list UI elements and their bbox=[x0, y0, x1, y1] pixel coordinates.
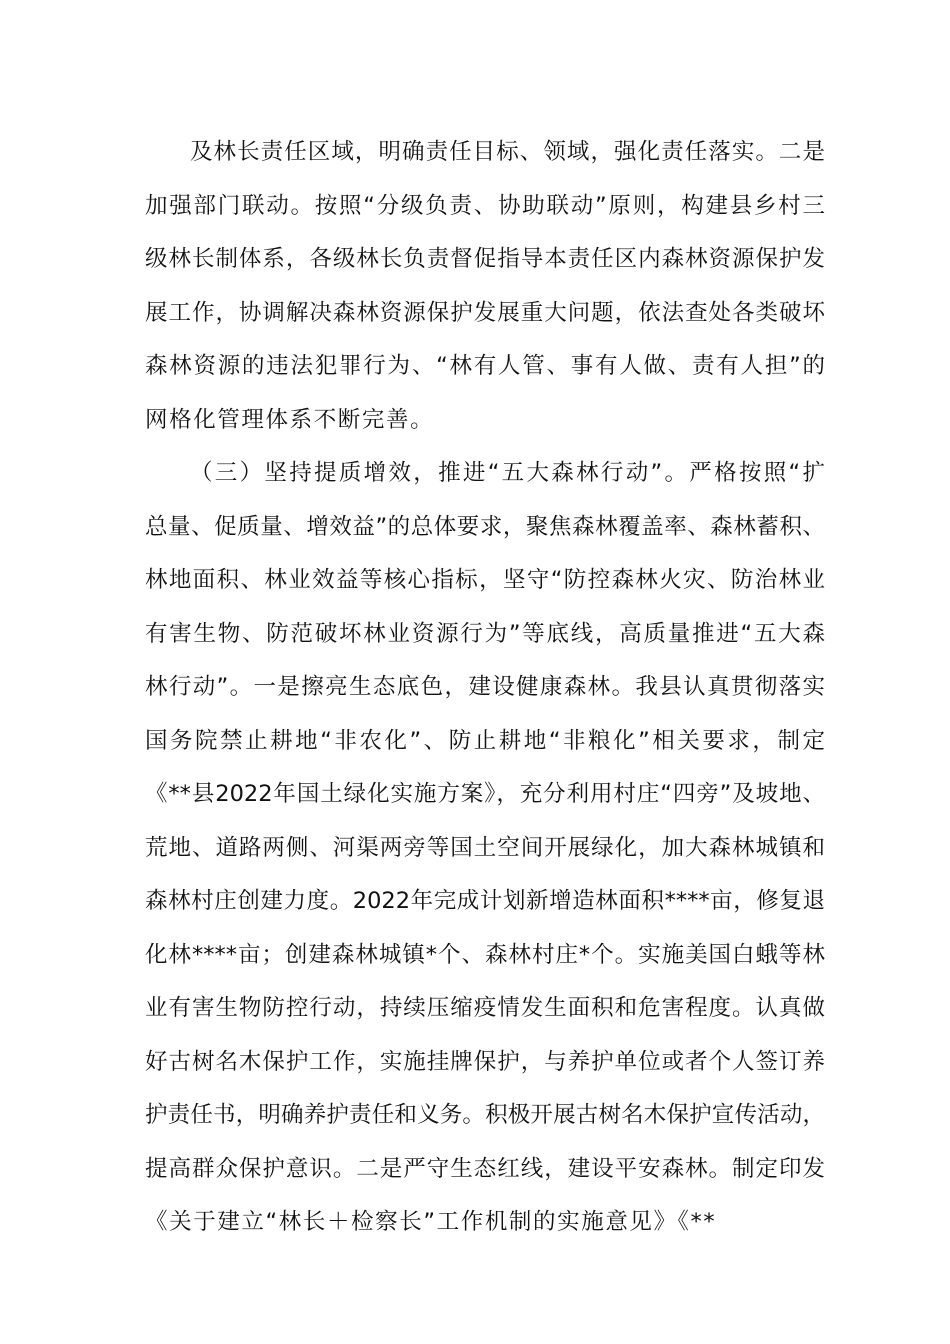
text-line: 及林长责任区域，明确责任目标、领域，强化责任落实。二是 bbox=[190, 139, 825, 165]
text-line: 林地面积、林业效益等核心指标，坚守“防控森林火灾、防治林业 bbox=[145, 567, 825, 593]
text-line: 有害生物、防范破坏林业资源行为”等底线，高质量推进“五大森 bbox=[145, 620, 825, 647]
text-line: 级林长制体系，各级林长负责督促指导本责任区内森林资源保护发 bbox=[145, 246, 825, 272]
text-line: 加强部门联动。按照“分级负责、协助联动”原则，构建县乡村三 bbox=[145, 192, 825, 219]
text-line: 展工作，协调解决森林资源保护发展重大问题，依法查处各类破坏 bbox=[145, 299, 825, 326]
text-line: 林行动”。一是擦亮生态底色，建设健康森林。我县认真贯彻落实 bbox=[145, 674, 825, 700]
text-line: 森林村庄创建力度。2022年完成计划新增造林面积****亩，修复退 bbox=[145, 888, 825, 914]
text-line: 好古树名木保护工作，实施挂牌保护，与养护单位或者个人签订养 bbox=[145, 1048, 825, 1075]
text-line: 荒地、道路两侧、河渠两旁等国土空间开展绿化，加大森林城镇和 bbox=[145, 834, 825, 861]
text-line: 《关于建立“林长＋检察长”工作机制的实施意见》《** bbox=[145, 1209, 717, 1235]
text-line: 国务院禁止耕地“非农化”、防止耕地“非粮化”相关要求，制定 bbox=[145, 727, 825, 754]
text-line: 森林资源的违法犯罪行为、“林有人管、事有人做、责有人担”的 bbox=[145, 353, 825, 379]
text-line: 网格化管理体系不断完善。 bbox=[145, 406, 435, 433]
text-line: 护责任书，明确养护责任和义务。积极开展古树名木保护宣传活动， bbox=[145, 1102, 825, 1128]
text-line: 提高群众保护意识。二是严守生态红线，建设平安森林。制定印发 bbox=[145, 1155, 825, 1182]
body-text bbox=[145, 126, 825, 1250]
text-line: 业有害生物防控行动，持续压缩疫情发生面积和危害程度。认真做 bbox=[145, 995, 825, 1021]
text-line: （三）坚持提质增效，推进“五大森林行动”。严格按照“扩 bbox=[190, 460, 825, 486]
text-line: 总量、促质量、增效益”的总体要求，聚焦森林覆盖率、森林蓄积、 bbox=[145, 513, 825, 540]
text-line: 《**县2022年国土绿化实施方案》，充分利用村庄“四旁”及坡地、 bbox=[145, 781, 825, 807]
text-line: 化林****亩；创建森林城镇*个、森林村庄*个。实施美国白蛾等林 bbox=[145, 941, 825, 968]
